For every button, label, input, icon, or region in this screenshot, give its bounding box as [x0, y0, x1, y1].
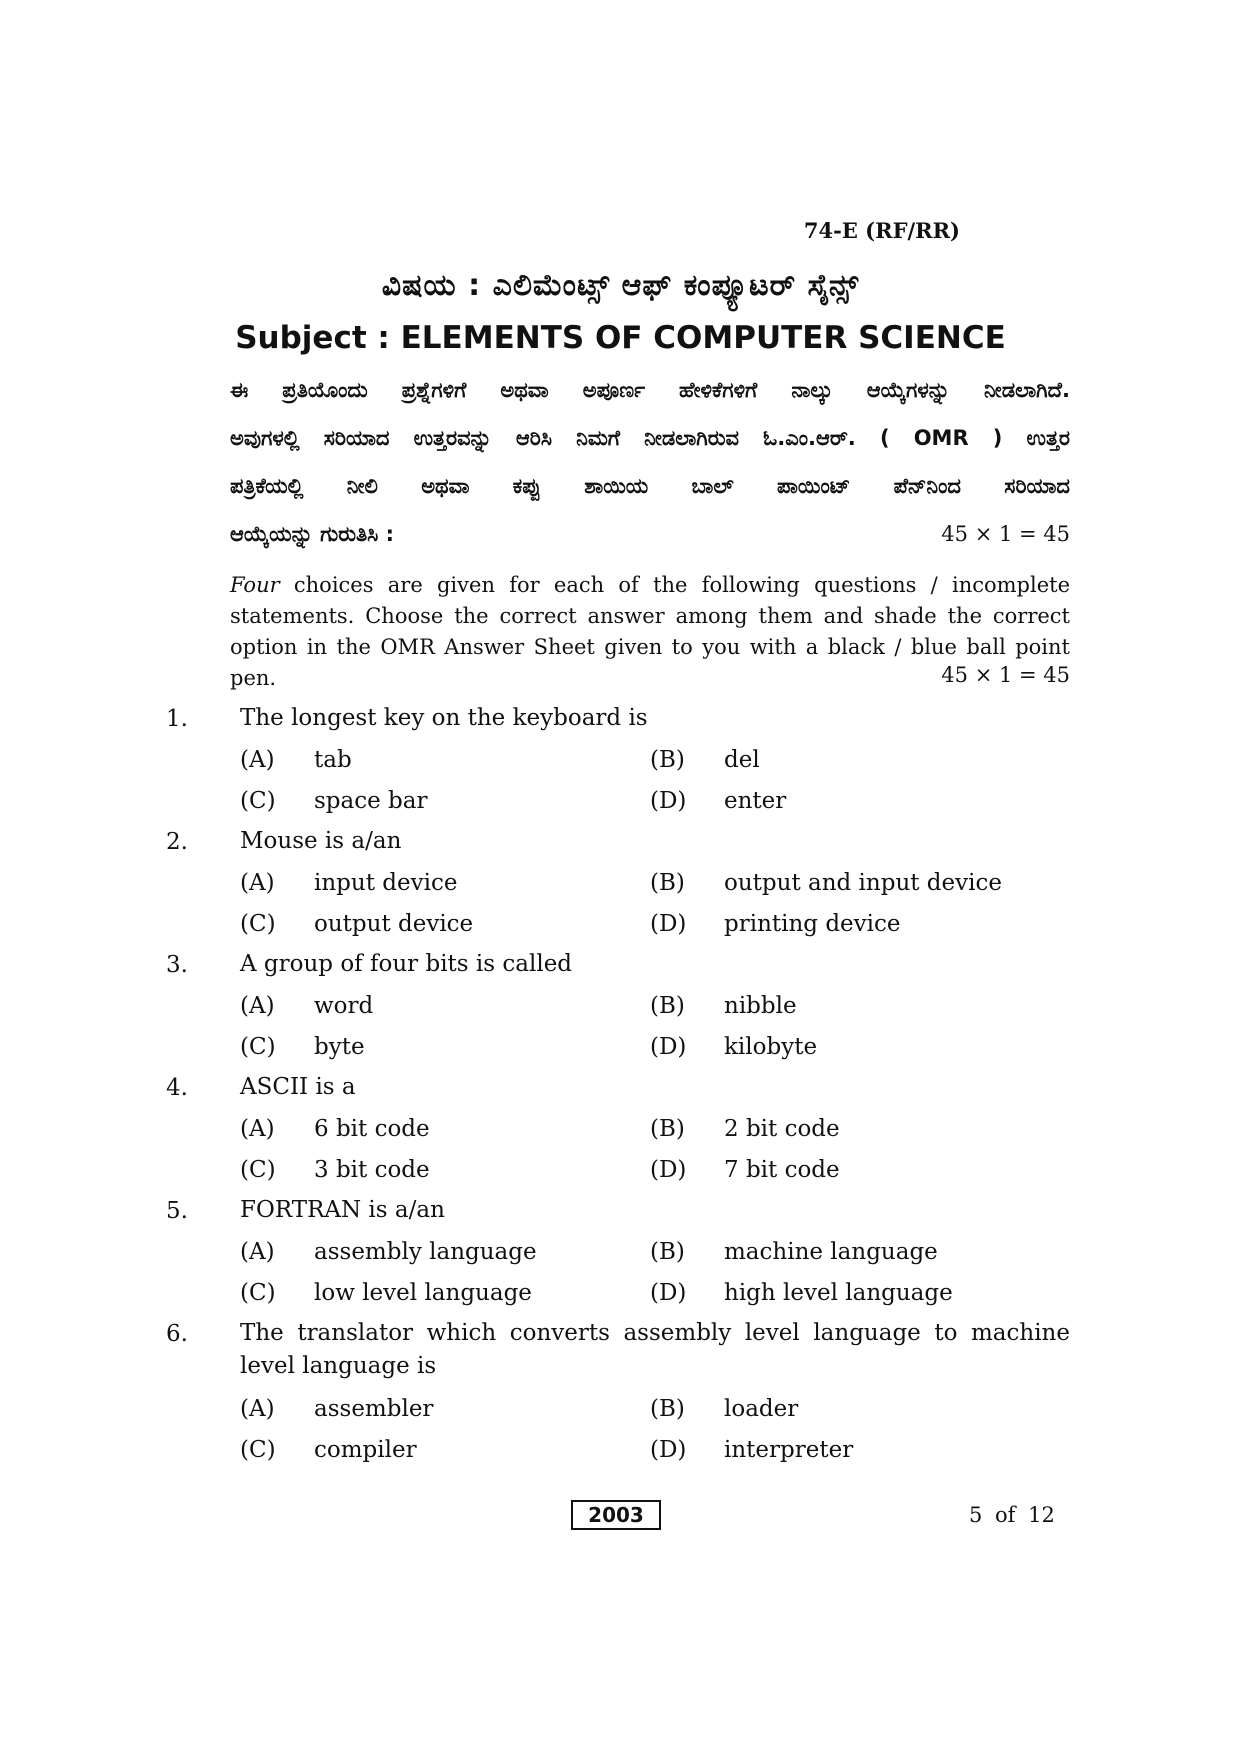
option-text: machine language	[724, 1239, 938, 1265]
option-text: loader	[724, 1396, 799, 1422]
paper-code: 74-E (RF/RR)	[803, 218, 960, 243]
instruction-kn-line: ಈ ಪ್ರತಿಯೊಂದು ಪ್ರಶ್ನೆಗಳಿಗೆ ಅಥವಾ ಅಪೂರ್ಣ ಹೇಳಿಕೆಗಳಿಗೆ ನಾಲ್ಕು ಆಯ್ಕೆಗಳನ್ನು ನೀಡಲಾಗಿದೆ.	[230, 378, 1070, 402]
question-text: The translator which converts assembly level language to machine level language is	[240, 1320, 1070, 1379]
option-label: (C)	[240, 1034, 276, 1060]
option-text: word	[314, 993, 374, 1019]
question-text: FORTRAN is a/an	[240, 1197, 445, 1223]
option-text: assembler	[314, 1396, 434, 1422]
page-number: 5 of 12	[969, 1503, 1055, 1527]
option-label: (D)	[650, 1280, 687, 1306]
option-text: output device	[314, 911, 474, 937]
option-label: (A)	[240, 1239, 275, 1265]
instruction-kn-line: ಪತ್ರಿಕೆಯಲ್ಲಿ ನೀಲಿ ಅಥವಾ ಕಪ್ಪು ಶಾಯಿಯ ಬಾಲ್ ಪಾಯಿಂಟ್ ಪೆನ್‌ನಿಂದ ಸರಿಯಾದ	[230, 474, 1070, 498]
option-label: (B)	[650, 1239, 685, 1265]
question-number: 2.	[166, 829, 188, 855]
option-text: kilobyte	[724, 1034, 818, 1060]
question-text: ASCII is a	[240, 1074, 356, 1100]
instruction-italic-word: Four	[230, 573, 280, 597]
option-label: (A)	[240, 1396, 275, 1422]
question-number: 4.	[166, 1075, 188, 1101]
option-label: (C)	[240, 1437, 276, 1463]
option-label: (D)	[650, 1034, 687, 1060]
option-text: printing device	[724, 911, 901, 937]
question-text: Mouse is a/an	[240, 828, 402, 854]
question-text: A group of four bits is called	[240, 951, 573, 977]
option-text: enter	[724, 788, 787, 814]
option-label: (A)	[240, 870, 275, 896]
option-label: (D)	[650, 1437, 687, 1463]
subject-title-english: Subject : ELEMENTS OF COMPUTER SCIENCE	[235, 320, 1006, 356]
option-label: (B)	[650, 870, 685, 896]
option-text: byte	[314, 1034, 365, 1060]
option-label: (C)	[240, 911, 276, 937]
marks-english: 45 × 1 = 45	[941, 663, 1070, 687]
option-text: low level language	[314, 1280, 532, 1306]
option-text: del	[724, 747, 760, 773]
option-label: (A)	[240, 1116, 275, 1142]
question-number: 3.	[166, 952, 188, 978]
question-number: 6.	[166, 1321, 188, 1347]
option-label: (C)	[240, 1157, 276, 1183]
option-label: (B)	[650, 1396, 685, 1422]
option-text: interpreter	[724, 1437, 854, 1463]
option-label: (B)	[650, 1116, 685, 1142]
option-text: 3 bit code	[314, 1157, 430, 1183]
option-label: (D)	[650, 788, 687, 814]
question-number: 5.	[166, 1198, 188, 1224]
instruction-text: choices are given for each of the following questions / incomplete statements. Choose the correct answer among them and shade the correct option in the OMR Answer Sheet given to you with a black / blue ball point pen.	[230, 573, 1070, 690]
year-box: 2003	[571, 1500, 661, 1530]
option-label: (C)	[240, 788, 276, 814]
option-label: (B)	[650, 747, 685, 773]
option-text: 2 bit code	[724, 1116, 840, 1142]
subject-title-kannada: ವಿಷಯ : ಎಲಿಮೆಂಟ್ಸ್ ಆಫ್ ಕಂಪ್ಯೂಟರ್ ಸೈನ್ಸ್	[381, 268, 860, 303]
option-text: 6 bit code	[314, 1116, 430, 1142]
option-label: (A)	[240, 747, 275, 773]
option-label: (B)	[650, 993, 685, 1019]
option-text: space bar	[314, 788, 428, 814]
option-label: (D)	[650, 911, 687, 937]
option-label: (D)	[650, 1157, 687, 1183]
option-text: nibble	[724, 993, 797, 1019]
option-text: output and input device	[724, 870, 1002, 896]
question-number: 1.	[166, 706, 188, 732]
option-text: compiler	[314, 1437, 417, 1463]
option-label: (C)	[240, 1280, 276, 1306]
option-text: 7 bit code	[724, 1157, 840, 1183]
option-text: input device	[314, 870, 458, 896]
question-text: The longest key on the keyboard is	[240, 705, 648, 731]
marks-kannada: 45 × 1 = 45	[941, 522, 1070, 546]
instruction-kn-line: ಅವುಗಳಲ್ಲಿ ಸರಿಯಾದ ಉತ್ತರವನ್ನು ಆರಿಸಿ ನಿಮಗೆ ನೀಡಲಾಗಿರುವ ಓ.ಎಂ.ಆರ್. ( OMR ) ಉತ್ತರ	[230, 426, 1070, 450]
option-label: (A)	[240, 993, 275, 1019]
instruction-kn-line: ಆಯ್ಕೆಯನ್ನು ಗುರುತಿಸಿ :	[230, 522, 394, 546]
option-text: high level language	[724, 1280, 953, 1306]
option-text: assembly language	[314, 1239, 537, 1265]
option-text: tab	[314, 747, 352, 773]
